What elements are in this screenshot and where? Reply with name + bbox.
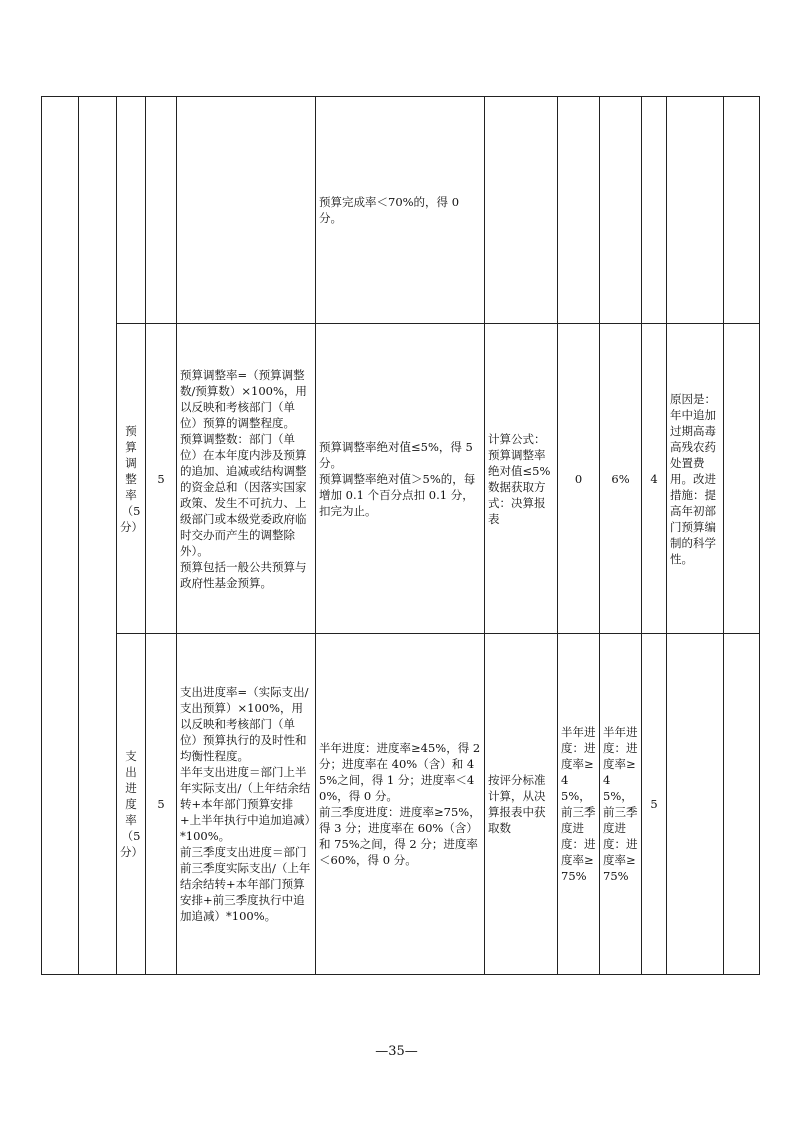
indicator-cell	[117, 97, 146, 324]
remark-cell: 原因是：年中追加过期高毒高残农药处置费用。改进措施：提高年初部门预算编制的科学性。	[667, 324, 724, 634]
level2-indicator-cell	[79, 97, 117, 975]
table-row	[42, 634, 760, 975]
note-cell	[724, 97, 760, 324]
definition-cell	[177, 97, 316, 324]
weight-cell	[146, 97, 177, 324]
target-cell: 0	[558, 324, 600, 634]
note-cell	[724, 634, 760, 975]
criteria-cell: 预算调整率绝对值≤5%，得 5 分。 预算调整率绝对值＞5%的，每增加 0.1 个百分点扣 0.1 分，扣完为止。	[316, 324, 485, 634]
criteria-cell: 半年进度：进度率≥45%，得 2 分；进度率在 40%（含）和 45%之间，得 1 分；进度率＜40%，得 0 分。 前三季度进度：进度率≥75%，得 3 分；进度率在 60%（含）和 75%之间，得 2 分；进度率＜60%，得 0 分。	[316, 634, 485, 975]
actual-cell	[600, 97, 642, 324]
target-cell	[558, 97, 600, 324]
definition-cell: 支出进度率=（实际支出/支出预算）×100%，用以反映和考核部门（单位）预算执行的及时性和均衡性程度。 半年支出进度＝部门上半年实际支出/（上年结余结转+本年部门预算安排+上半年执行中追加追减）*100%。 前三季度支出进度＝部门前三季度实际支出/（上年结余结转+本年部门预算安排+前三季度执行中追加追减）*100%。	[177, 634, 316, 975]
definition-cell: 预算调整率=（预算调整数/预算数）×100%，用以反映和考核部门（单位）预算的调整程度。 预算调整数：部门（单位）在本年度内涉及预算的追加、追减或结构调整的资金总和（因落实国家政策、发生不可抗力、上级部门或本级党委政府临时交办而产生的调整除外）。 预算包括一般公共预算与政府性基金预算。	[177, 324, 316, 634]
criteria-cell: 预算完成率＜70%的，得 0 分。	[316, 97, 485, 324]
actual-cell: 半年进度：进度率≥45%，前三季度进度：进度率≥75%	[600, 634, 642, 975]
level1-indicator-cell	[42, 97, 79, 975]
indicator-cell: 预算 调整 率 （5 分）	[117, 324, 146, 634]
note-cell	[724, 324, 760, 634]
remark-cell	[667, 634, 724, 975]
data-source-cell	[485, 97, 558, 324]
target-cell: 半年进度：进度率≥45%，前三季度进度：进度率≥75%	[558, 634, 600, 975]
actual-cell: 6%	[600, 324, 642, 634]
weight-cell: 5	[146, 634, 177, 975]
table-row	[42, 97, 760, 324]
score-cell	[642, 97, 667, 324]
performance-evaluation-table	[41, 96, 760, 975]
weight-cell: 5	[146, 324, 177, 634]
page-number: —35—	[375, 1044, 418, 1059]
remark-cell	[667, 97, 724, 324]
score-cell: 4	[642, 324, 667, 634]
indicator-cell: 支出 进度 率 （5 分）	[117, 634, 146, 975]
score-cell: 5	[642, 634, 667, 975]
data-source-cell: 按评分标准计算，从决算报表中获取数	[485, 634, 558, 975]
table-row	[42, 324, 760, 634]
data-source-cell: 计算公式：预算调整率绝对值≤5%数据获取方式：决算报表	[485, 324, 558, 634]
